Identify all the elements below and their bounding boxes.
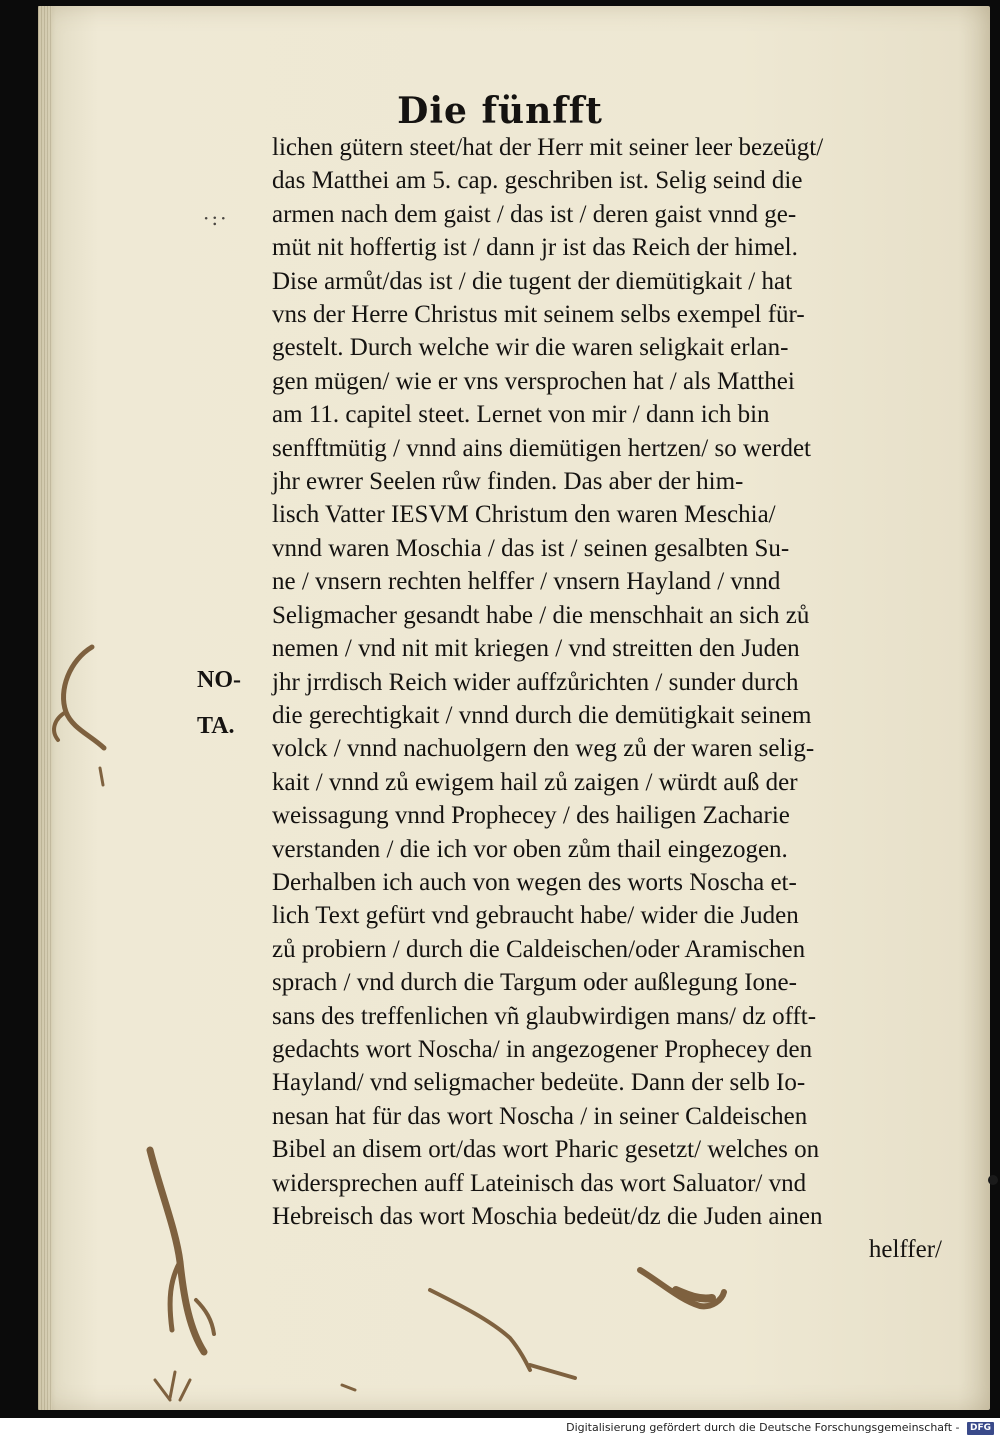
- text-line: nesan hat für das wort Noscha / in seiner Caldeischen: [272, 1102, 808, 1130]
- text-line: Dise armůt/das ist / die tugent der diemütigkait / hat: [272, 267, 793, 295]
- text-line: zů probiern / durch die Caldeischen/oder Aramischen: [272, 935, 806, 963]
- text-line: senfftmütig / vnnd ains diemütigen hertzen/ so werdet: [272, 434, 812, 462]
- text-line: Derhalben ich auch von wegen des worts Noscha et-: [272, 868, 797, 896]
- text-line: ne / vnsern rechten helffer / vnsern Hayland / vnnd: [272, 568, 781, 596]
- text-line: gedachts wort Noscha/ in angezogener Prophecey den: [272, 1035, 813, 1063]
- catchword: helffer/: [868, 1236, 942, 1264]
- text-line: Hayland/ vnd seligmacher bedeüte. Dann der selb Io-: [272, 1069, 806, 1097]
- margin-note-line: TA.: [197, 713, 235, 739]
- footer-credit: Digitalisierung gefördert durch die Deutsche Forschungsgemeinschaft -: [566, 1421, 960, 1434]
- text-line: das Matthei am 5. cap. geschriben ist. Selig seind die: [272, 167, 803, 195]
- text-line: widersprechen auff Lateinisch das wort Saluator/ vnd: [272, 1169, 807, 1197]
- text-line: gen mügen/ wie er vns versprochen hat / als Matthei: [272, 367, 795, 395]
- text-line: Bibel an disem ort/das wort Pharic gesetzt/ welches on: [272, 1136, 820, 1164]
- text-line: kait / vnnd zů ewigem hail zů zaigen / würdt auß der: [272, 768, 798, 796]
- text-line: sprach / vnd durch die Targum oder außlegung Ione-: [272, 969, 797, 997]
- text-line: nemen / vnd nit mit kriegen / vnd streitten den Juden: [272, 635, 800, 663]
- text-line: volck / vnnd nachuolgern den weg zů der waren selig-: [272, 735, 815, 763]
- running-head: Die fünfft: [397, 90, 603, 132]
- margin-note: [197, 657, 241, 749]
- text-line: lichen gütern steet/hat der Herr mit seiner leer bezeügt/: [272, 134, 824, 161]
- text-line: armen nach dem gaist / das ist / deren gaist vnnd ge-: [272, 200, 797, 228]
- text-line: jhr ewrer Seelen růw finden. Das aber der him-: [272, 468, 744, 496]
- margin-note-line: NO-: [197, 667, 241, 693]
- text-line: vns der Herre Christus mit seinem selbs exempel für-: [272, 301, 805, 329]
- text-line: am 11. capitel steet. Lernet von mir / dann ich bin: [272, 401, 770, 429]
- body-text: [272, 131, 972, 1267]
- text-line: weissagung vnnd Prophecey / des hailigen Zacharie: [272, 802, 790, 830]
- text-line: sans des treffenlichen vñ glaubwirdigen mans/ dz offt-: [272, 1002, 817, 1030]
- text-line: verstanden / die ich vor oben zům thail eingezogen.: [272, 835, 788, 863]
- marginal-dots: ·:·: [203, 206, 229, 230]
- text-line: müt nit hoffertig ist / dann jr ist das Reich der himel.: [272, 234, 798, 262]
- page-gutter-edge: [38, 6, 52, 1410]
- text-line: vnnd waren Moschia / das ist / seinen gesalbten Su-: [272, 534, 790, 562]
- dfg-logo: DFG: [967, 1422, 994, 1435]
- text-line: Seligmacher gesandt habe / die menschhait an sich zů: [272, 601, 810, 629]
- text-line: jhr jrrdisch Reich wider auffzůrichten / sunder durch: [272, 668, 799, 696]
- text-line: lich Text gefürt vnd gebraucht habe/ wider die Juden: [272, 902, 799, 930]
- text-line: lisch Vatter IESVM Christum den waren Meschia/: [272, 501, 776, 529]
- text-line: die gerechtigkait / vnnd durch die demütigkait seinem: [272, 701, 812, 729]
- text-line: Hebreisch das wort Moschia bedeüt/dz die Juden ainen: [272, 1203, 823, 1230]
- footer-bar: [0, 1418, 1000, 1437]
- text-line: gestelt. Durch welche wir die waren seligkait erlan-: [272, 334, 789, 362]
